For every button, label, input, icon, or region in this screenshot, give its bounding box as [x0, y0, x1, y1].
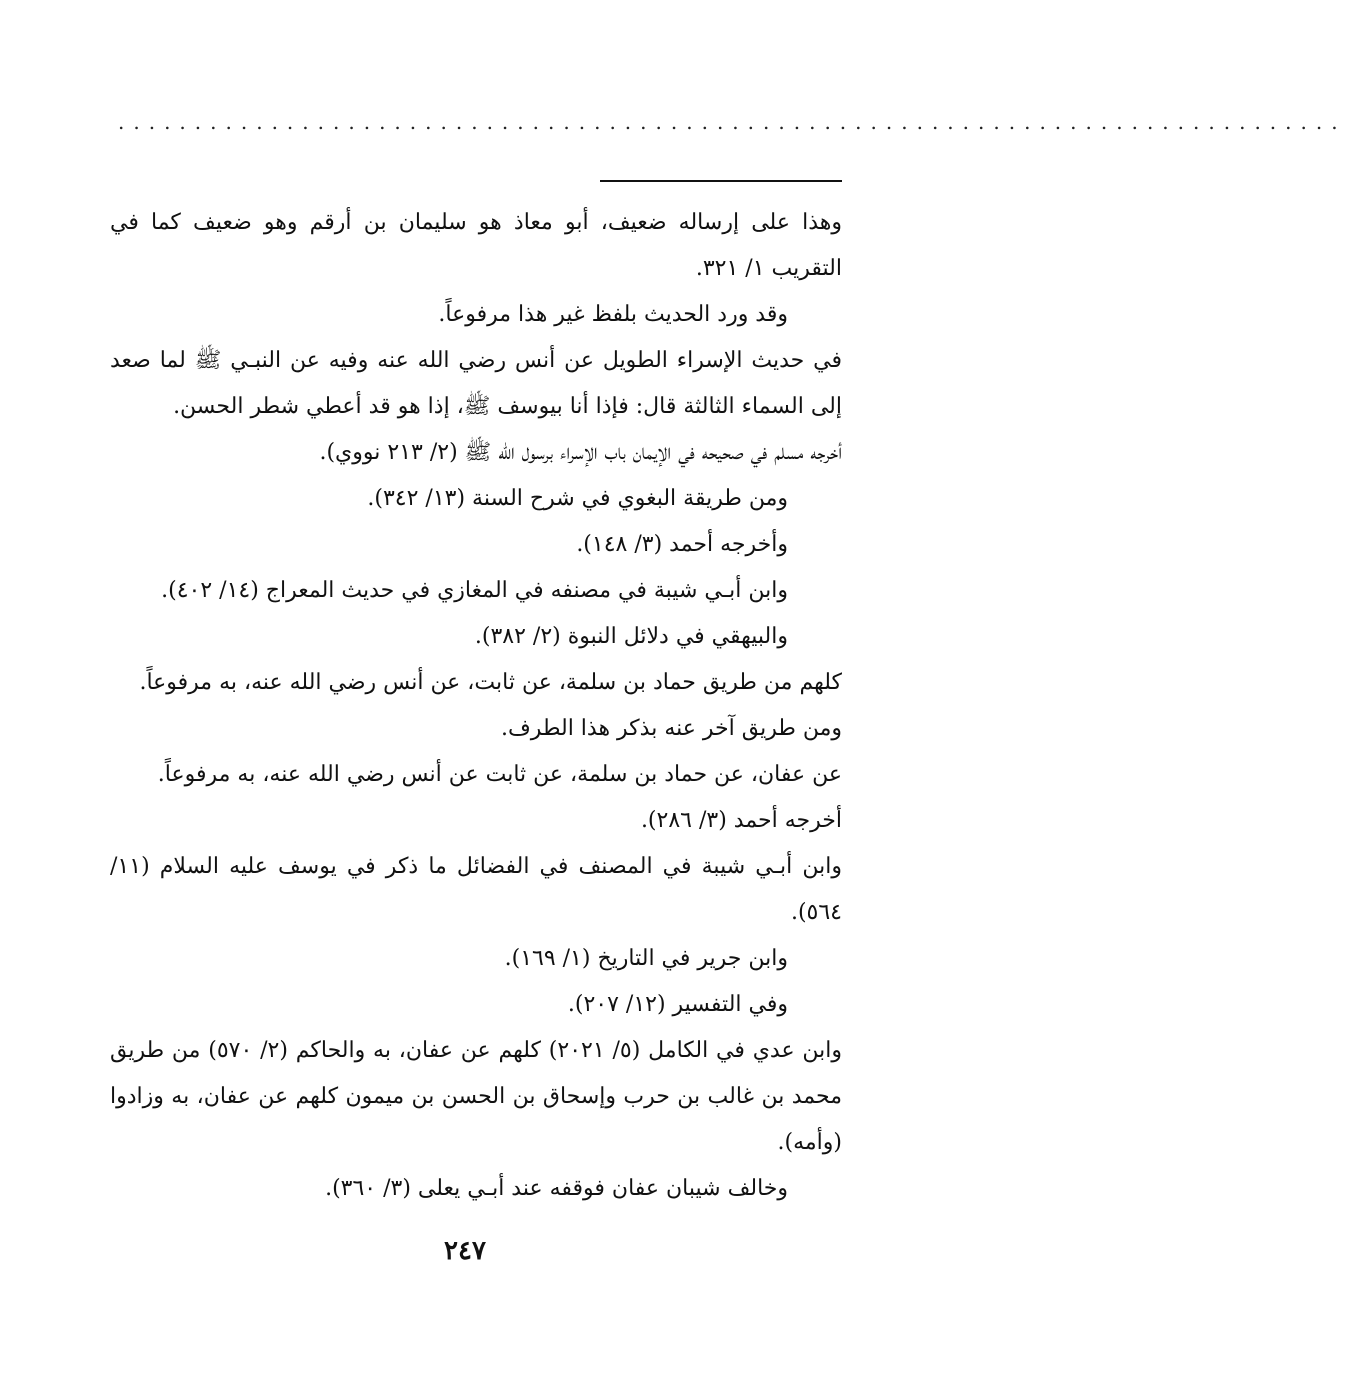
- paragraph: عن عفان، عن حماد بن سلمة، عن ثابت عن أنس رضي الله عنه، به مرفوعاً.: [157, 762, 842, 787]
- footnote-divider: [600, 180, 842, 182]
- paragraph: وابن أبـي شيبة في مصنفه في المغازي في حديث المعراج (١٤/ ٤٠٢).: [161, 578, 788, 603]
- paragraph: وابن جرير في التاريخ (١/ ١٦٩).: [504, 946, 788, 971]
- paragraph: وخالف شيبان عفان فوقفه عند أبـي يعلى (٣/ ٣٦٠).: [325, 1176, 788, 1201]
- paragraph: كلهم من طريق حماد بن سلمة، عن ثابت، عن أنس رضي الله عنه، به مرفوعاً.: [139, 670, 842, 695]
- paragraph: ومن طريقة البغوي في شرح السنة (١٣/ ٣٤٢).: [367, 486, 788, 511]
- paragraph: وهذا على إرساله ضعيف، أبو معاذ هو سليمان بن أرقم وهو ضعيف كما في التقريب ١/ ٣٢١.: [110, 210, 842, 281]
- paragraph: وأخرجه أحمد (٣/ ١٤٨).: [576, 532, 788, 557]
- page-number: ٢٤٧: [444, 1236, 486, 1266]
- paragraph: أخرجه أحمد (٣/ ٢٨٦).: [640, 808, 842, 833]
- footnote-text: [110, 200, 842, 1212]
- paragraph: وابن عدي في الكامل (٥/ ٢٠٢١) كلهم عن عفان، به والحاكم (٢/ ٥٧٠) من طريق محمد بن غالب بن حرب وإسحاق بن الحسن بن ميمون كلهم عن عفان، به وزادوا (وأمه).: [110, 1038, 843, 1155]
- top-dotted-separator: ................................................................................: [118, 110, 1347, 134]
- paragraph: أخرجه مسلم في صحيحه في الإيمان باب الإسراء برسول الله ﷺ (٢/ ٢١٣ نووي).: [319, 440, 842, 465]
- paragraph: في حديث الإسراء الطويل عن أنس رضي الله عنه وفيه عن النبـي ﷺ لما صعد إلى السماء الثالثة قال: فإذا أنا بيوسف ﷺ، إذا هو قد أعطي شطر الحسن.: [110, 348, 842, 419]
- paragraph: وابن أبـي شيبة في المصنف في الفضائل ما ذكر في يوسف عليه السلام (١١/ ٥٦٤).: [110, 854, 842, 925]
- paragraph: وفي التفسير (١٢/ ٢٠٧).: [567, 992, 788, 1017]
- paragraph: والبيهقي في دلائل النبوة (٢/ ٣٨٢).: [474, 624, 788, 649]
- paragraph: ومن طريق آخر عنه بذكر هذا الطرف.: [501, 716, 842, 741]
- paragraph: وقد ورد الحديث بلفظ غير هذا مرفوعاً.: [438, 302, 788, 327]
